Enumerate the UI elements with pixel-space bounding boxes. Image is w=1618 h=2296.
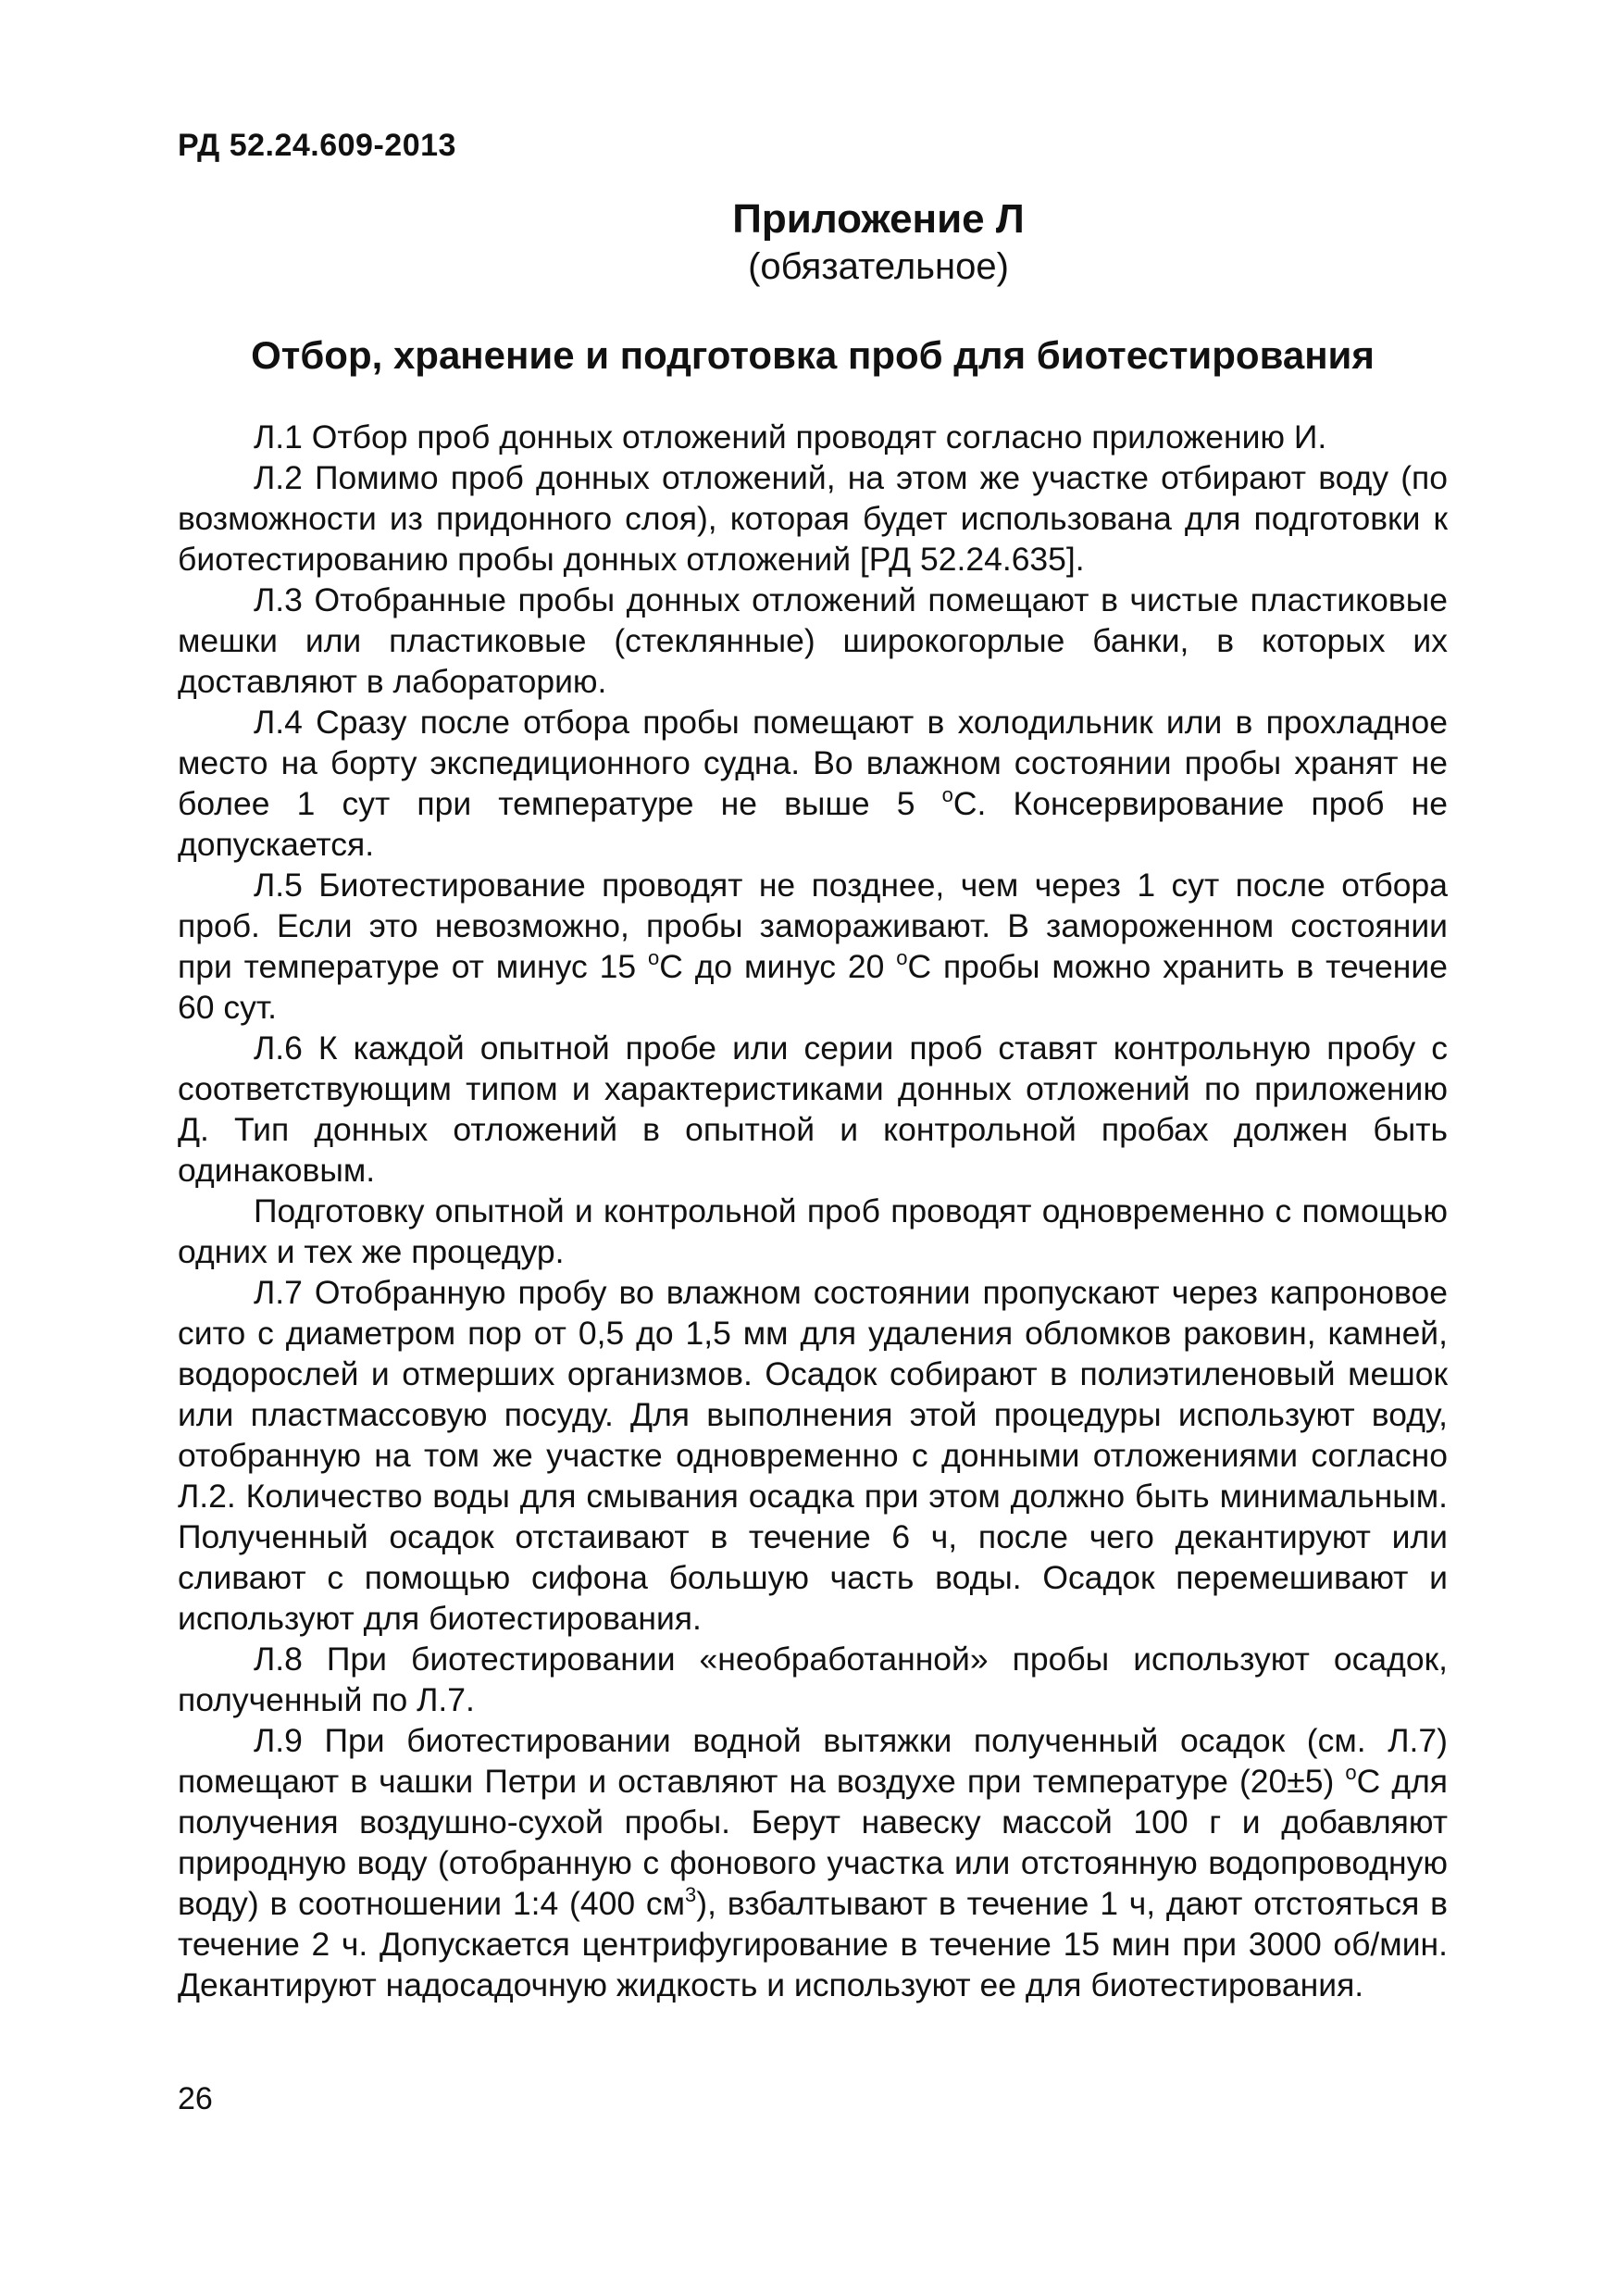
paragraph-l5-text-before: Л.5 Биотестирование проводят не позднее, чем через 1 сут после отбора проб. Если это невозможно, пробы замораживают. В замороженном состоянии при температуре от минус 15 <box>178 867 1448 985</box>
body-text <box>178 417 1448 2005</box>
paragraph-l9-text-after: ), взбалтывают в течение 1 ч, дают отстояться в течение 2 ч. Допускается центрифугирование в течение 15 мин при 3000 об/мин. Декантируют надосадочную жидкость и используют ее для биотестирования. <box>178 1885 1448 2003</box>
paragraph-l2: Л.2 Помимо проб донных отложений, на этом же участке отбирают воду (по возможности из придонного слоя), которая будет использована для подготовки к биотестированию пробы донных отложений [РД 52.24.635]. <box>178 459 1448 578</box>
paragraph-l6: Л.6 К каждой опытной пробе или серии проб ставят контрольную пробу с соответствующим типом и характеристиками донных отложений по приложению Д. Тип донных отложений в опытной и контрольной пробах должен быть одинаковым. <box>178 1029 1448 1189</box>
paragraph-l4 <box>178 702 1448 865</box>
paragraph-l8: Л.8 При биотестировании «необработанной» пробы используют осадок, полученный по Л.7. <box>178 1641 1448 1718</box>
section-heading: Отбор, хранение и подготовка проб для биотестирования <box>251 333 1375 377</box>
paragraph-l5-text-middle: С до минус 20 <box>659 948 897 985</box>
paragraph-l7: Л.7 Отобранную пробу во влажном состоянии пропускают через капроновое сито с диаметром пор от 0,5 до 1,5 мм для удаления обломков раковин, камней, водорослей и отмерших организмов. Осадок собирают в полиэтиленовый мешок или пластмассовую посуду. Для выполнения этой процедуры используют воду, отобранную на том же участке одновременно с донными отложениями согласно Л.2. Количество воды для смывания осадка при этом должно быть минимальным. Полученный осадок отстаивают в течение 6 ч, после чего декантируют или сливают с помощью сифона большую часть воды. Осадок перемешивают и используют для биотестирования. <box>178 1274 1448 1637</box>
paragraph-l4-text-before: Л.4 Сразу после отбора пробы помещают в холодильник или в прохладное место на борту экспедиционного судна. Во влажном состоянии пробы хранят не более 1 сут при температуре не выше 5 <box>178 704 1448 822</box>
paragraph-l9-text-before: Л.9 При биотестировании водной вытяжки полученный осадок (см. Л.7) помещают в чашки Петри и оставляют на воздухе при температуре (20±5) <box>178 1722 1448 1800</box>
cubic-superscript: 3 <box>685 1883 697 1906</box>
paragraph-l9 <box>178 1720 1448 2005</box>
appendix-title: Приложение Л <box>732 196 1025 242</box>
page-number: 26 <box>178 2081 213 2116</box>
degree-mark: о <box>1345 1761 1357 1784</box>
paragraph-l1: Л.1 Отбор проб донных отложений проводят согласно приложению И. <box>254 418 1327 455</box>
paragraph-l5-text-after: С пробы можно хранить в течение 60 сут. <box>178 948 1448 1026</box>
paragraph-l4-text-after: С. Консервирование проб не допускается. <box>178 785 1448 863</box>
paragraph-l9-text-middle: С для получения воздушно-сухой пробы. Берут навеску массой 100 г и добавляют природную воду (отобранную с фонового участка или отстоянную водопроводную воду) в соотношении 1:4 (400 см <box>178 1763 1449 1922</box>
document-code: РД 52.24.609-2013 <box>178 128 456 163</box>
paragraph-l5 <box>178 865 1448 1028</box>
paragraph-l6-continued: Подготовку опытной и контрольной проб проводят одновременно с помощью одних и тех же процедур. <box>178 1192 1448 1270</box>
degree-mark: о <box>896 946 908 969</box>
degree-mark: о <box>941 783 953 806</box>
appendix-status: (обязательное) <box>748 246 1009 287</box>
degree-mark: о <box>647 946 660 969</box>
paragraph-l3: Л.3 Отобранные пробы донных отложений помещают в чистые пластиковые мешки или пластиковые (стеклянные) широкогорлые банки, в которых их доставляют в лабораторию. <box>178 581 1448 700</box>
